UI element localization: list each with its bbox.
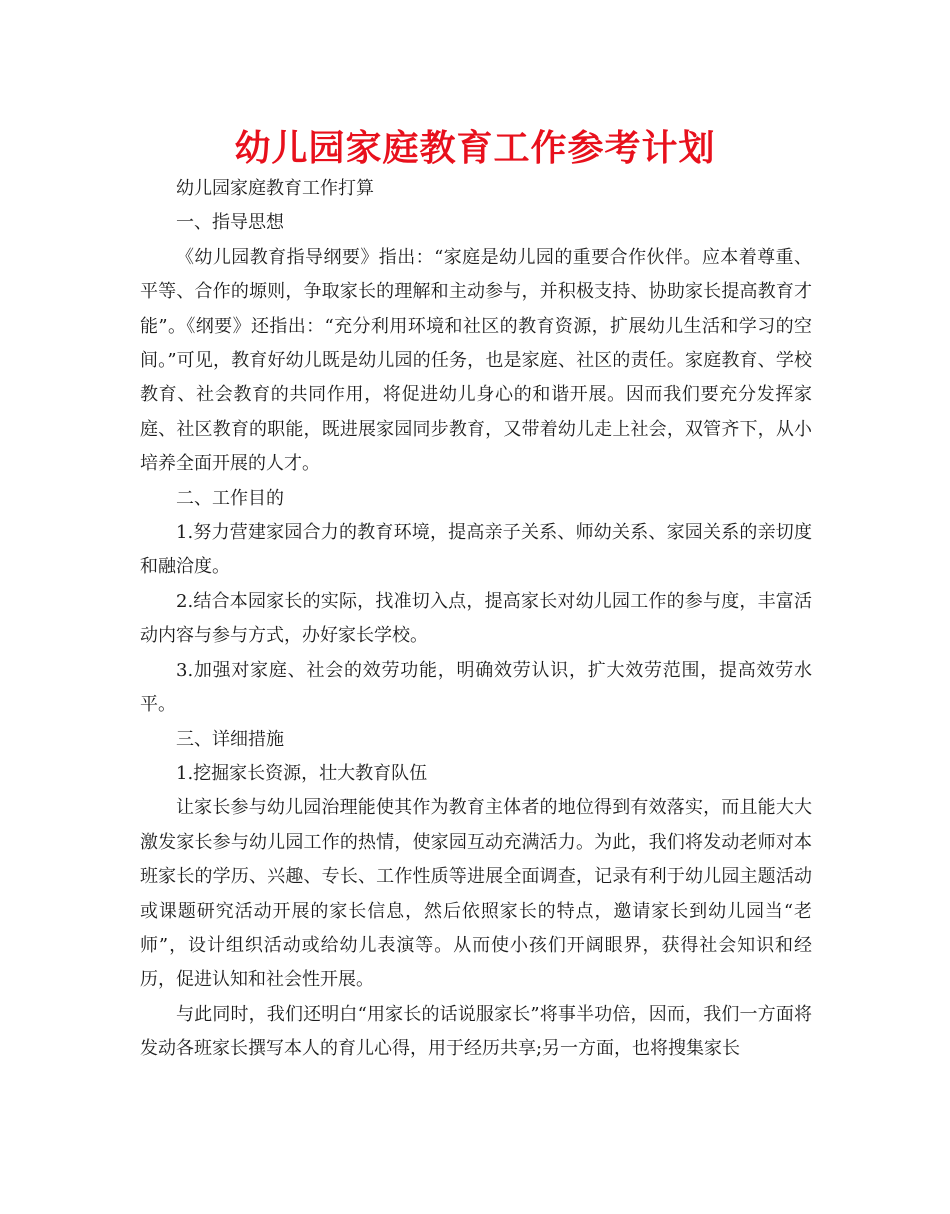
paragraph-measures-2: 与此同时，我们还明白“用家长的话说服家长”将事半功倍，因而，我们一方面将发动各班家长撰写本人的育儿心得，用于经历共享;另一方面，也将搜集家长 <box>140 1003 812 1060</box>
paragraph-measures-1: 让家长参与幼儿园治理能使其作为教育主体者的地位得到有效落实，而且能大大激发家长参与幼儿园工作的热情，使家园互动充满活力。为此，我们将发动老师对本班家长的学历、兴趣、专长、工作性质等进展全面调查，记录有利于幼儿园主题活动或课题研究活动开展的家长信息，然后依照家长的特点，邀请家长到幼儿园当“老师”，设计组织活动或给幼儿表演等。从而使小孩们开阔眼界，获得社会知识和经历，促进认知和社会性开展。 <box>140 797 812 991</box>
paragraph-subtitle: 幼儿园家庭教育工作打算 <box>176 178 374 199</box>
subsection-heading-1: 1.挖掘家长资源，壮大教育队伍 <box>176 762 428 784</box>
paragraph-goal-2: 2.结合本园家长的实际，找准切入点，提高家长对幼儿园工作的参与度，丰富活动内容与参与方式，办好家长学校。 <box>140 590 812 647</box>
section-heading-2: 二、工作目的 <box>176 487 284 509</box>
paragraph-goal-1: 1.努力营建家园合力的教育环境，提高亲子关系、师幼关系、家园关系的亲切度和融洽度。 <box>140 522 812 578</box>
paragraph-guiding-thought: 《幼儿园教育指导纲要》指出：“家庭是幼儿园的重要合作伙伴。应本着尊重、平等、合作的塬则，争取家长的理解和主动参与，并积极支持、协助家长提高教育才能”。《纲要》还指出：“充分利用环境和社区的教育资源，扩展幼儿生活和学习的空间。”可见，教育好幼儿既是幼儿园的任务，也是家庭、社区的责任。家庭教育、学校教育、社会教育的共同作用，将促进幼儿身心的和谐开展。因而我们要充分发挥家庭、社区教育的职能，既进展家园同步教育，又带着幼儿走上社会，双管齐下，从小培养全面开展的人才。 <box>140 246 812 475</box>
paragraph-goal-3: 3.加强对家庭、社会的效劳功能，明确效劳认识，扩大效劳范围，提高效劳水平。 <box>140 659 812 716</box>
document-title: 幼儿园家庭教育工作参考计划 <box>234 128 716 169</box>
section-heading-1: 一、指导思想 <box>176 212 284 234</box>
document-body <box>140 172 812 1067</box>
section-heading-3: 三、详细措施 <box>176 728 284 750</box>
